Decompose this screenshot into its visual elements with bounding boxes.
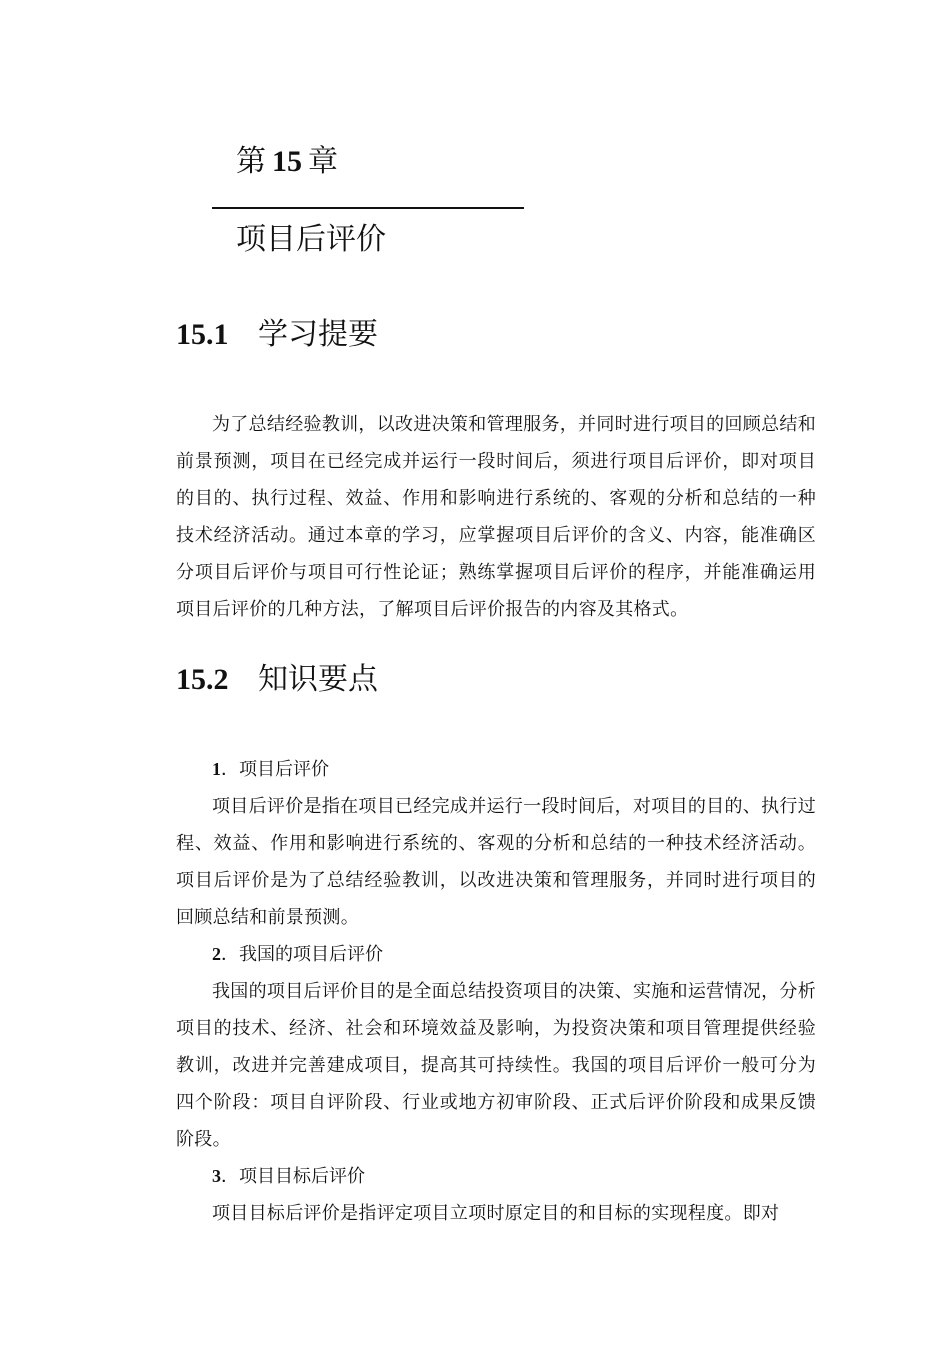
section-title: 知识要点 [258,662,378,697]
item-body-1: 项目后评价是指在项目已经完成并运行一段时间后，对项目的目的、执行过程、效益、作用和影响进行系统的、客观的分析和总结的一种技术经济活动。项目后评价是为了总结经验教训，以改进决策和管理服务，并同时进行项目的回顾总结和前景预测。 [176,796,816,928]
chapter-label [236,140,338,184]
item-heading-3: 3．项目目标后评价 [212,1166,365,1187]
section-heading-15-1 [176,313,378,357]
item-title: 项目目标后评价 [239,1166,365,1187]
item-title: 我国的项目后评价 [239,944,383,965]
knowledge-points [176,751,816,1232]
section-heading-15-2 [176,658,378,702]
item-number: 3 [212,1166,221,1186]
section-title: 学习提要 [258,317,378,352]
item-heading-2: 2．我国的项目后评价 [212,944,383,965]
chapter-prefix: 第 [236,144,266,179]
section-number: 15.2 [176,663,229,696]
chapter-divider [212,207,524,209]
item-number: 1 [212,759,221,779]
item-title: 项目后评价 [239,759,329,780]
item-body-2: 我国的项目后评价目的是全面总结投资项目的决策、实施和运营情况，分析项目的技术、经济、社会和环境效益及影响，为投资决策和项目管理提供经验教训，改进并完善建成项目，提高其可持续性。我国的项目后评价一般可分为四个阶段：项目自评阶段、行业或地方初审阶段、正式后评价阶段和成果反馈阶段。 [176,981,816,1150]
item-heading-1: 1．项目后评价 [212,759,329,780]
chapter-suffix: 章 [308,144,338,179]
chapter-title: 项目后评价 [236,222,386,257]
section-number: 15.1 [176,318,229,351]
summary-paragraph: 为了总结经验教训，以改进决策和管理服务，并同时进行项目的回顾总结和前景预测，项目在已经完成并运行一段时间后，须进行项目后评价，即对项目的目的、执行过程、效益、作用和影响进行系统的、客观的分析和总结的一种技术经济活动。通过本章的学习，应掌握项目后评价的含义、内容，能准确区分项目后评价与项目可行性论证；熟练掌握项目后评价的程序，并能准确运用项目后评价的几种方法，了解项目后评价报告的内容及其格式。 [176,414,816,620]
item-body-3: 项目目标后评价是指评定项目立项时原定目的和目标的实现程度。即对 [212,1203,780,1224]
item-number: 2 [212,944,221,964]
chapter-number: 15 [272,145,302,178]
